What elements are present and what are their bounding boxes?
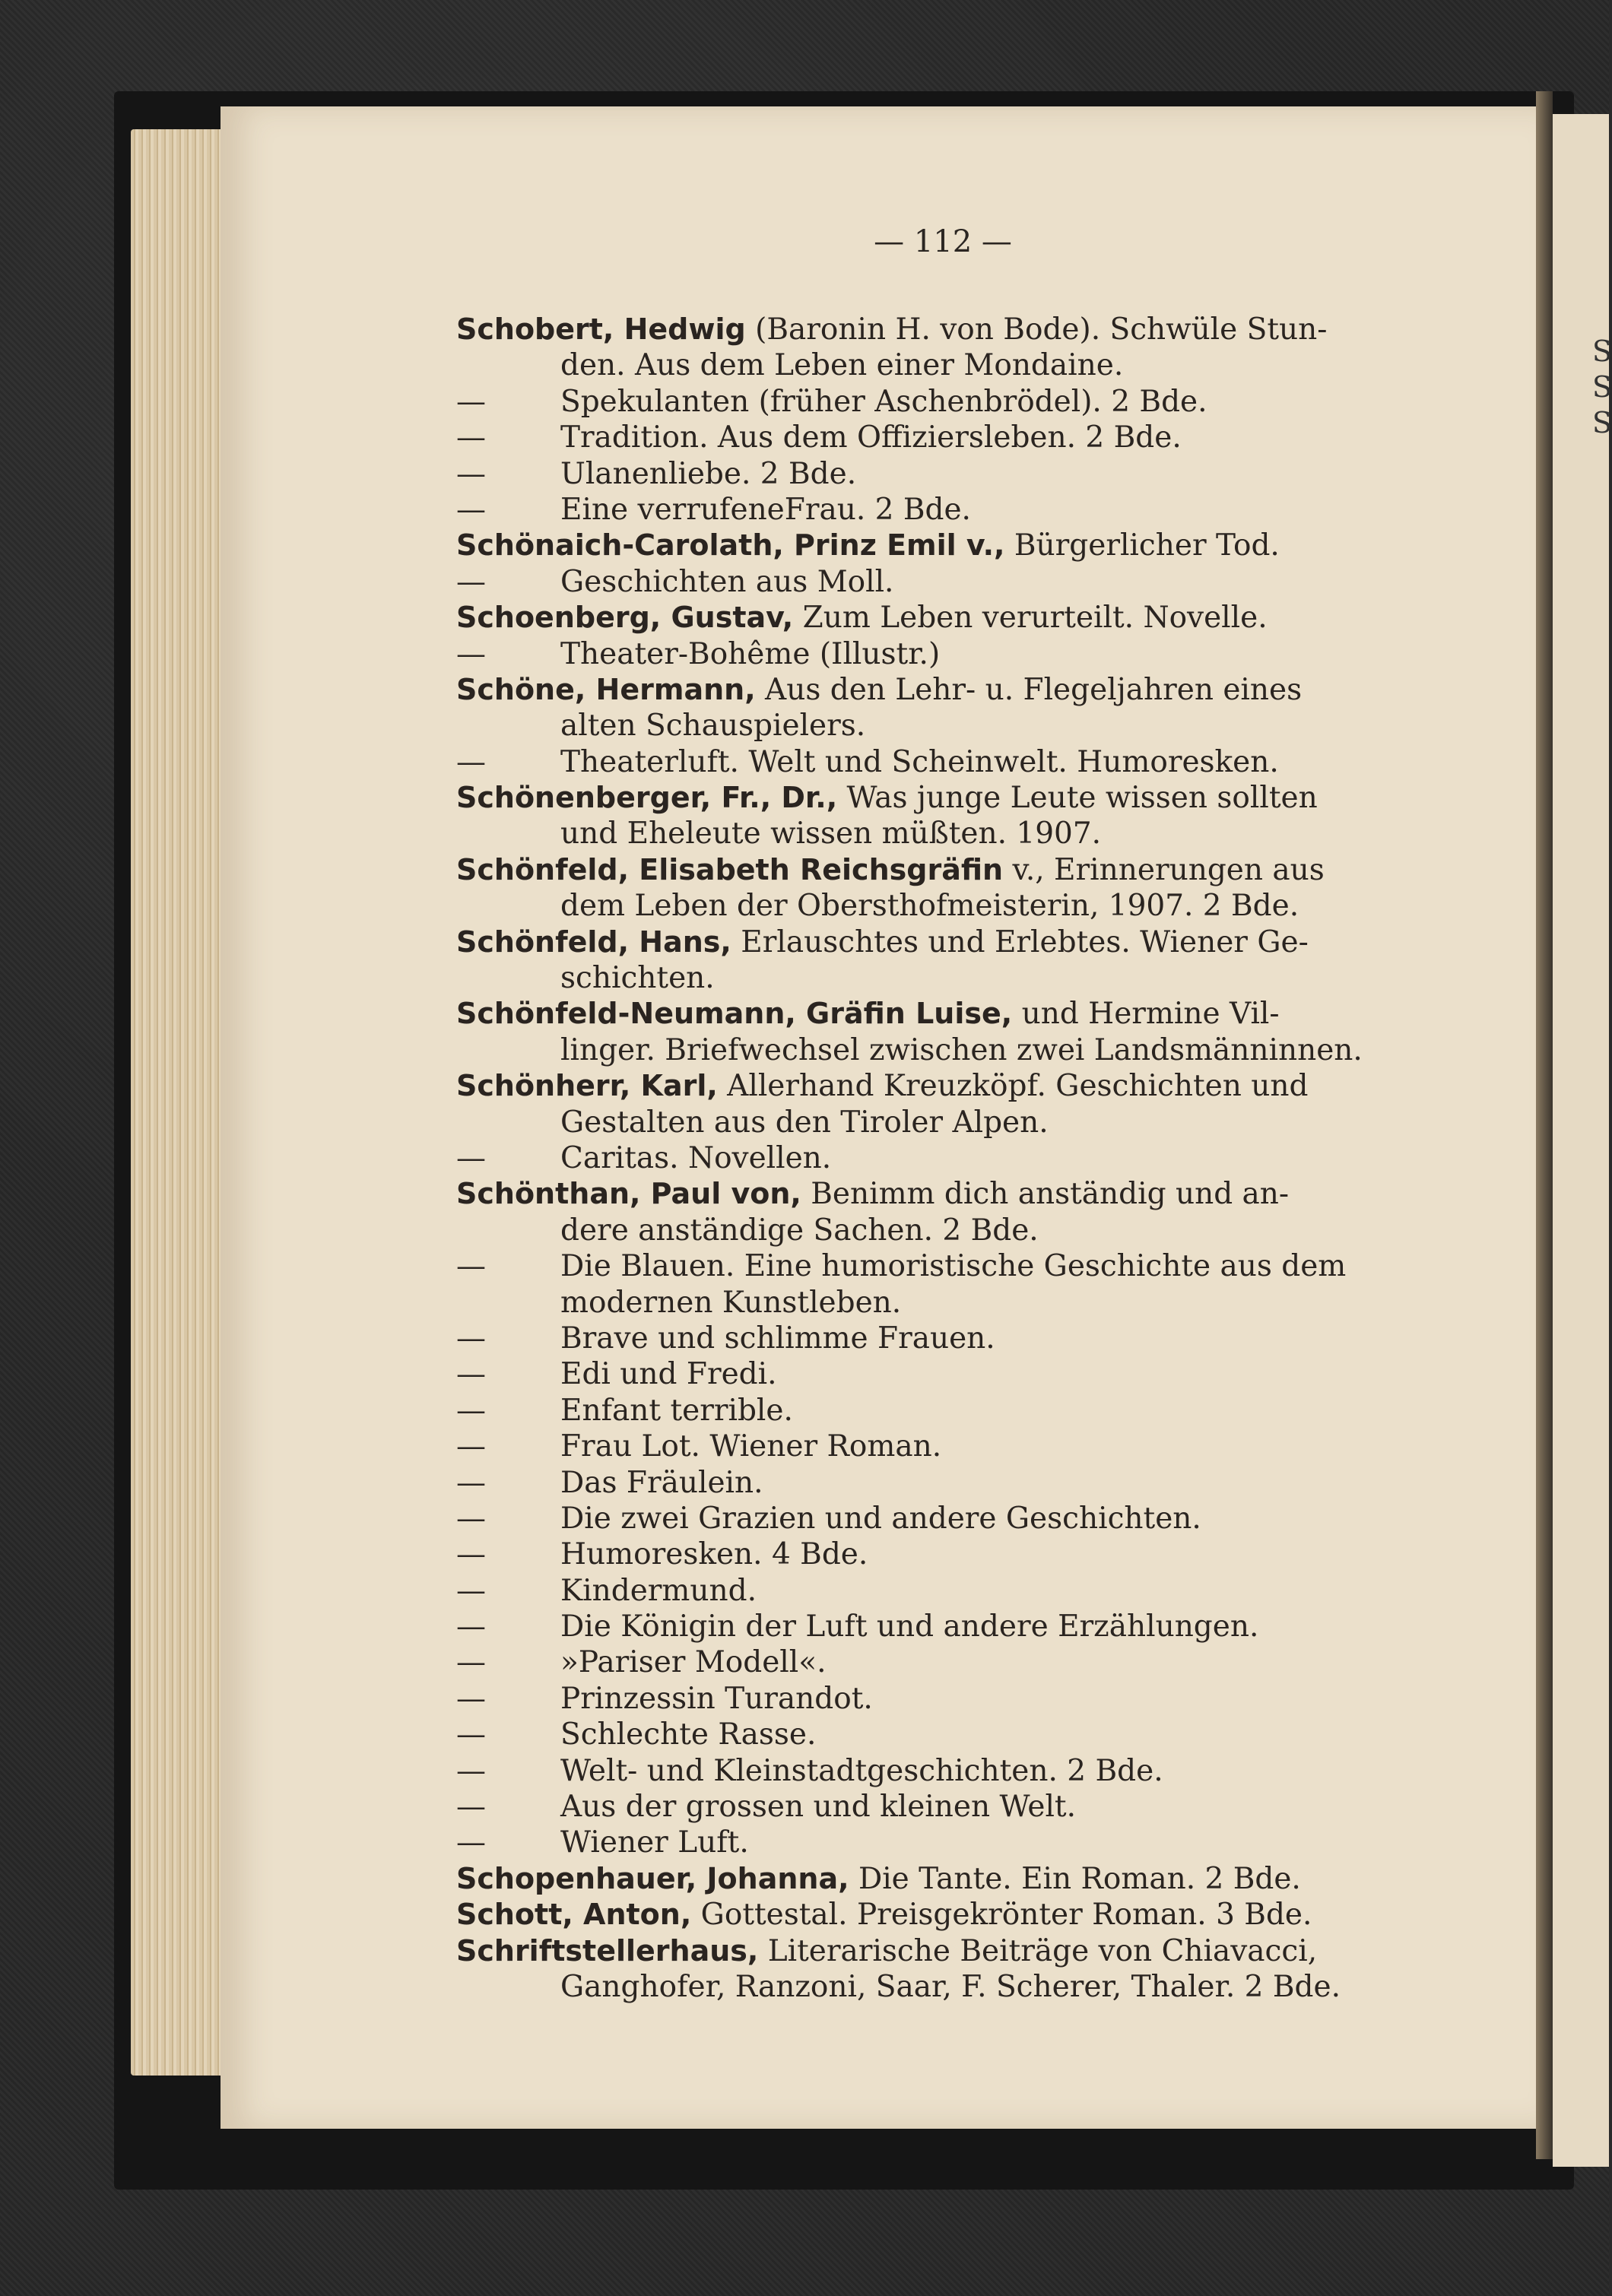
continuation-line <box>456 1969 1445 2005</box>
ditto-line <box>456 1356 1445 1392</box>
entry-text: Die Königin der Luft und andere Erzählungen. <box>560 1609 1259 1644</box>
book-gutter <box>1536 91 1553 2159</box>
entry-line <box>456 1897 1445 1933</box>
entry-text: Gestalten aus den Tiroler Alpen. <box>560 1105 1049 1140</box>
ditto-dash: — <box>456 1609 486 1644</box>
author-name: Schönaich-Carolath, Prinz Emil v., <box>456 528 1005 563</box>
ditto-line <box>456 1321 1445 1356</box>
entry-text: linger. Briefwechsel zwischen zwei Landsmänninnen. <box>560 1032 1363 1067</box>
ditto-dash: — <box>456 1681 486 1716</box>
author-name: Schönfeld-Neumann, Gräfin Luise, <box>456 997 1013 1031</box>
entry-text: (Baronin H. von Bode). Schwüle Stun- <box>745 312 1328 347</box>
author-name: Schott, Anton, <box>456 1898 692 1932</box>
ditto-line <box>456 1789 1445 1825</box>
ditto-line <box>456 420 1445 455</box>
author-name: Schöne, Hermann, <box>456 672 756 706</box>
entry-line <box>456 780 1445 816</box>
entry-text: Kindermund. <box>560 1573 757 1608</box>
ditto-dash: — <box>456 456 486 491</box>
entry-text: Was junge Leute wissen sollten <box>837 781 1318 816</box>
ditto-line <box>456 744 1445 780</box>
entry-text: Enfant terrible. <box>560 1393 793 1428</box>
author-name: Schönenberger, Fr., Dr., <box>456 781 838 815</box>
entry-text: Die Tante. Ein Roman. 2 Bde. <box>849 1861 1301 1896</box>
ditto-line <box>456 1825 1445 1860</box>
ditto-dash: — <box>456 1790 486 1825</box>
next-page-fragment: S <box>1592 335 1612 368</box>
ditto-line <box>456 1393 1445 1429</box>
continuation-line <box>456 888 1445 924</box>
ditto-dash: — <box>456 1717 486 1752</box>
entry-text: Wiener Luft. <box>560 1825 749 1860</box>
entry-text: und Hermine Vil- <box>1012 997 1280 1032</box>
author-name: Schönfeld, Hans, <box>456 924 731 959</box>
entry-text: Schlechte Rasse. <box>560 1717 817 1752</box>
entry-text: dere anständige Sachen. 2 Bde. <box>560 1213 1039 1248</box>
entry-text: Welt- und Kleinstadtgeschichten. 2 Bde. <box>560 1753 1163 1788</box>
entry-text: Zum Leben verurteilt. Novelle. <box>793 601 1268 636</box>
entry-text: Bürgerlicher Tod. <box>1004 528 1280 563</box>
ditto-dash: — <box>456 1429 486 1464</box>
entry-line <box>456 924 1445 960</box>
ditto-dash: — <box>456 1321 486 1356</box>
continuation-line <box>456 1213 1445 1248</box>
ditto-line <box>456 1609 1445 1644</box>
author-name: Schobert, Hedwig <box>456 312 746 346</box>
ditto-line <box>456 1248 1445 1284</box>
ditto-dash: — <box>456 1501 486 1536</box>
entry-text: Aus den Lehr- u. Flegeljahren eines <box>755 672 1303 707</box>
entry-text: Benimm dich anständig und an- <box>801 1177 1290 1212</box>
ditto-line <box>456 1140 1445 1176</box>
page-number: — 112 — <box>874 224 1012 259</box>
entry-text: v., Erinnerungen aus <box>1003 852 1325 887</box>
author-name: Schönherr, Karl, <box>456 1069 718 1103</box>
entry-text: Literarische Beiträge von Chiavacci, <box>758 1933 1318 1968</box>
ditto-dash: — <box>456 1753 486 1788</box>
entry-text: Prinzessin Turandot. <box>560 1681 873 1716</box>
ditto-dash: — <box>456 1465 486 1500</box>
entry-text: den. Aus dem Leben einer Mondaine. <box>560 348 1124 383</box>
entry-text: Geschichten aus Moll. <box>560 564 894 599</box>
entry-line <box>456 672 1445 708</box>
author-name: Schopenhauer, Johanna, <box>456 1861 849 1895</box>
ditto-dash: — <box>456 384 486 419</box>
continuation-line <box>456 816 1445 851</box>
ditto-dash: — <box>456 1537 486 1572</box>
entry-text: Spekulanten (früher Aschenbrödel). 2 Bde. <box>560 384 1207 419</box>
ditto-line <box>456 1501 1445 1536</box>
author-name: Schriftstellerhaus, <box>456 1933 759 1968</box>
bibliography-list <box>456 312 1445 2005</box>
entry-line <box>456 1176 1445 1212</box>
entry-text: Caritas. Novellen. <box>560 1140 832 1175</box>
ditto-dash: — <box>456 1645 486 1680</box>
entry-line <box>456 1068 1445 1104</box>
entry-line <box>456 996 1445 1032</box>
author-name: Schoenberg, Gustav, <box>456 601 794 635</box>
ditto-line <box>456 1717 1445 1752</box>
ditto-line <box>456 564 1445 600</box>
entry-text: Die zwei Grazien und andere Geschichten. <box>560 1501 1201 1536</box>
entry-line <box>456 312 1445 347</box>
entry-line <box>456 1933 1445 1969</box>
entry-text: Brave und schlimme Frauen. <box>560 1321 995 1356</box>
continuation-line <box>456 347 1445 383</box>
entry-text: Edi und Fredi. <box>560 1357 777 1392</box>
ditto-dash: — <box>456 420 486 455</box>
ditto-dash: — <box>456 1140 486 1175</box>
entry-text: Ganghofer, Ranzoni, Saar, F. Scherer, Thaler. 2 Bde. <box>560 1969 1341 2004</box>
ditto-dash: — <box>456 492 486 527</box>
entry-text: Das Fräulein. <box>560 1465 763 1500</box>
entry-text: Eine verrufeneFrau. 2 Bde. <box>560 492 971 527</box>
entry-text: und Eheleute wissen müßten. 1907. <box>560 817 1102 851</box>
ditto-line <box>456 456 1445 492</box>
author-name: Schönfeld, Elisabeth Reichsgräfin <box>456 852 1004 886</box>
next-page-fragment: S <box>1592 406 1612 439</box>
next-page-fragment: S <box>1592 370 1612 404</box>
ditto-line <box>456 1465 1445 1501</box>
ditto-dash: — <box>456 1249 486 1284</box>
entry-text: modernen Kunstleben. <box>560 1285 902 1320</box>
entry-text: alten Schauspielers. <box>560 709 866 744</box>
ditto-dash: — <box>456 636 486 671</box>
ditto-line <box>456 1573 1445 1609</box>
ditto-line <box>456 1681 1445 1717</box>
entry-text: Aus der grossen und kleinen Welt. <box>560 1790 1076 1825</box>
ditto-line <box>456 1644 1445 1680</box>
ditto-line <box>456 384 1445 420</box>
entry-text: dem Leben der Obersthofmeisterin, 1907. 2 Bde. <box>560 889 1299 924</box>
entry-text: Frau Lot. Wiener Roman. <box>560 1429 942 1464</box>
entry-text: Theaterluft. Welt und Scheinwelt. Humoresken. <box>560 744 1279 779</box>
entry-text: Tradition. Aus dem Offiziersleben. 2 Bde. <box>560 420 1182 455</box>
entry-line <box>456 528 1445 563</box>
entry-line <box>456 852 1445 888</box>
continuation-line <box>456 708 1445 744</box>
entry-line <box>456 600 1445 636</box>
entry-text: Theater-Bohême (Illustr.) <box>560 636 941 671</box>
ditto-dash: — <box>456 1573 486 1608</box>
ditto-line <box>456 1753 1445 1789</box>
entry-text: Humoresken. 4 Bde. <box>560 1537 868 1572</box>
entry-text: Ulanenliebe. 2 Bde. <box>560 456 857 491</box>
entry-text: Die Blauen. Eine humoristische Geschichte aus dem <box>560 1249 1347 1284</box>
continuation-line <box>456 1105 1445 1140</box>
entry-text: »Pariser Modell«. <box>560 1645 827 1680</box>
ditto-dash: — <box>456 1357 486 1392</box>
ditto-dash: — <box>456 744 486 779</box>
entry-text: schichten. <box>560 961 715 996</box>
ditto-dash: — <box>456 564 486 599</box>
ditto-line <box>456 1536 1445 1572</box>
continuation-line <box>456 1032 1445 1068</box>
ditto-dash: — <box>456 1825 486 1860</box>
next-page-edge <box>1553 114 1612 2167</box>
continuation-line <box>456 960 1445 996</box>
ditto-line <box>456 492 1445 528</box>
ditto-line <box>456 636 1445 672</box>
ditto-line <box>456 1429 1445 1464</box>
entry-text: Allerhand Kreuzköpf. Geschichten und <box>717 1069 1309 1104</box>
ditto-dash: — <box>456 1393 486 1428</box>
continuation-line <box>456 1285 1445 1321</box>
entry-text: Erlauschtes und Erlebtes. Wiener Ge- <box>731 924 1309 959</box>
author-name: Schönthan, Paul von, <box>456 1177 801 1211</box>
entry-line <box>456 1861 1445 1897</box>
entry-text: Gottestal. Preisgekrönter Roman. 3 Bde. <box>691 1898 1312 1933</box>
